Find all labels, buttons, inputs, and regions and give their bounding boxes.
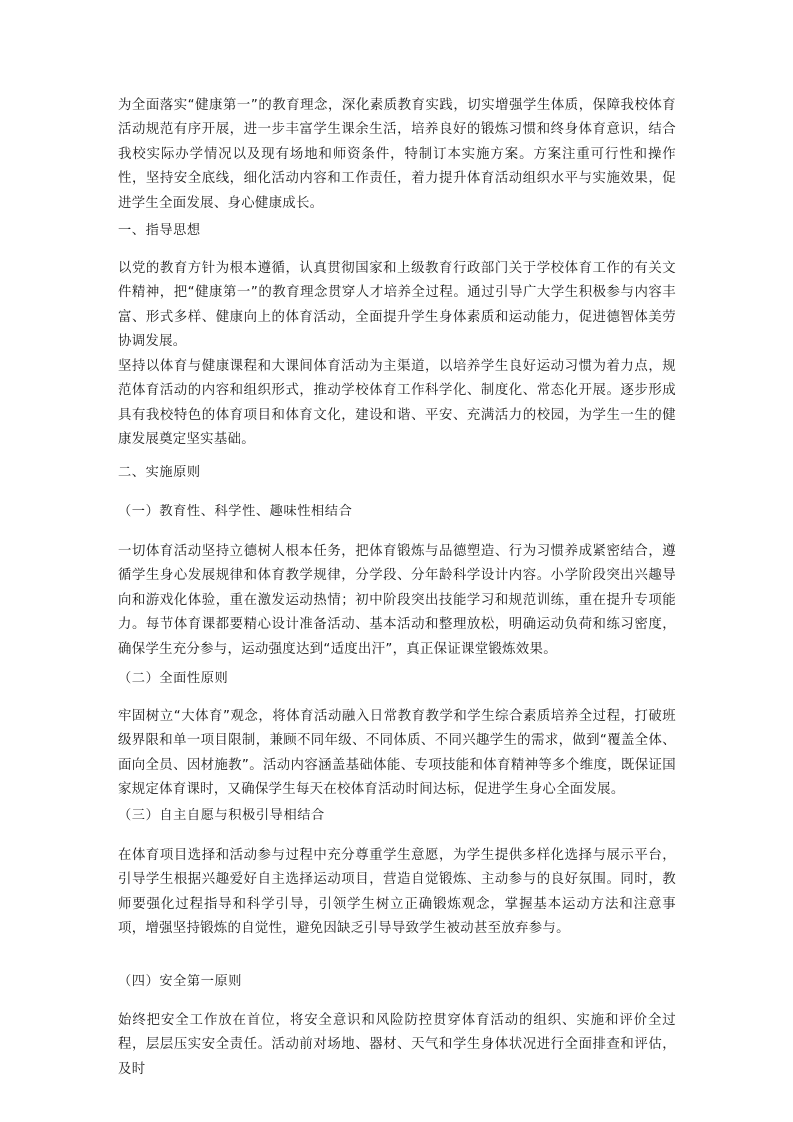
principle-heading-2: （二）全面性原则	[118, 671, 229, 686]
principle-heading-1: （一）教育性、科学性、趣味性相结合	[118, 504, 353, 519]
intro-paragraph: 为全面落实“健康第一”的教育理念，深化素质教育实践，切实增强学生体质，保障我校体育活动规范有序开展，进一步丰富学生课余生活，培养良好的锻炼习惯和终身体育意识，结合我校实际办学情况以及现有场地和师资条件，特制订本实施方案。方案注重可行性和操作性，坚持安全底线，细化活动内容和工作责任，着力提升体育活动组织水平与实施效果，促进学生全面发展、身心健康成长。	[118, 98, 676, 211]
principle-paragraph-3: 在体育项目选择和活动参与过程中充分尊重学生意愿，为学生提供多样化选择与展示平台，引导学生根据兴趣爱好自主选择运动项目，营造自觉锻炼、主动参与的良好氛围。同时，教师要强化过程指导和科学引导，引领学生树立正确锻炼观念，掌握基本运动方法和注意事项，增强坚持锻炼的自觉性，避免因缺乏引导导致学生被动甚至放弃参与。	[118, 848, 676, 937]
guiding-ideology-paragraph-1: 以党的教育方针为根本遵循，认真贯彻国家和上级教育行政部门关于学校体育工作的有关文件精神，把“健康第一”的教育理念贯穿人才培养全过程。通过引导广大学生积极参与内容丰富、形式多样、健康向上的体育活动，全面提升学生身体素质和运动能力，促进德智体美劳协调发展。	[118, 261, 676, 350]
guiding-ideology-paragraph-2: 坚持以体育与健康课程和大课间体育活动为主渠道，以培养学生良好运动习惯为着力点，规范体育活动的内容和组织形式，推动学校体育工作科学化、制度化、常态化开展。逐步形成具有我校特色的体育项目和体育文化，建设和谐、平安、充满活力的校园，为学生一生的健康发展奠定坚实基础。	[118, 359, 676, 448]
section-heading-principles: 二、实施原则	[118, 465, 201, 480]
principle-heading-3: （三）自主自愿与积极引导相结合	[118, 808, 325, 823]
principle-paragraph-4: 始终把安全工作放在首位，将安全意识和风险防控贯穿体育活动的组织、实施和评价全过程，层层压实安全责任。活动前对场地、器材、天气和学生身体状况进行全面排查和评估，及时	[118, 1013, 676, 1077]
principle-paragraph-2: 牢固树立“大体育”观念，将体育活动融入日常教育教学和学生综合素质培养全过程，打破班级界限和单一项目限制，兼顾不同年级、不同体质、不同兴趣学生的需求，做到“覆盖全体、面向全员、因材施教”。活动内容涵盖基础体能、专项技能和体育精神等多个维度，既保证国家规定体育课时，又确保学生每天在校体育活动时间达标，促进学生身心全面发展。	[118, 709, 676, 798]
section-heading-guiding-ideology: 一、指导思想	[118, 223, 201, 238]
principle-heading-4: （四）安全第一原则	[118, 974, 243, 989]
principle-paragraph-1: 一切体育活动坚持立德树人根本任务，把体育锻炼与品德塑造、行为习惯养成紧密结合，遵循学生身心发展规律和体育教学规律，分学段、分年龄科学设计内容。小学阶段突出兴趣导向和游戏化体验，重在激发运动热情；初中阶段突出技能学习和规范训练，重在提升专项能力。每节体育课都要精心设计准备活动、基本活动和整理放松，明确运动负荷和练习密度，确保学生充分参与，运动强度达到“适度出汗”，真正保证课堂锻炼效果。	[118, 544, 676, 657]
